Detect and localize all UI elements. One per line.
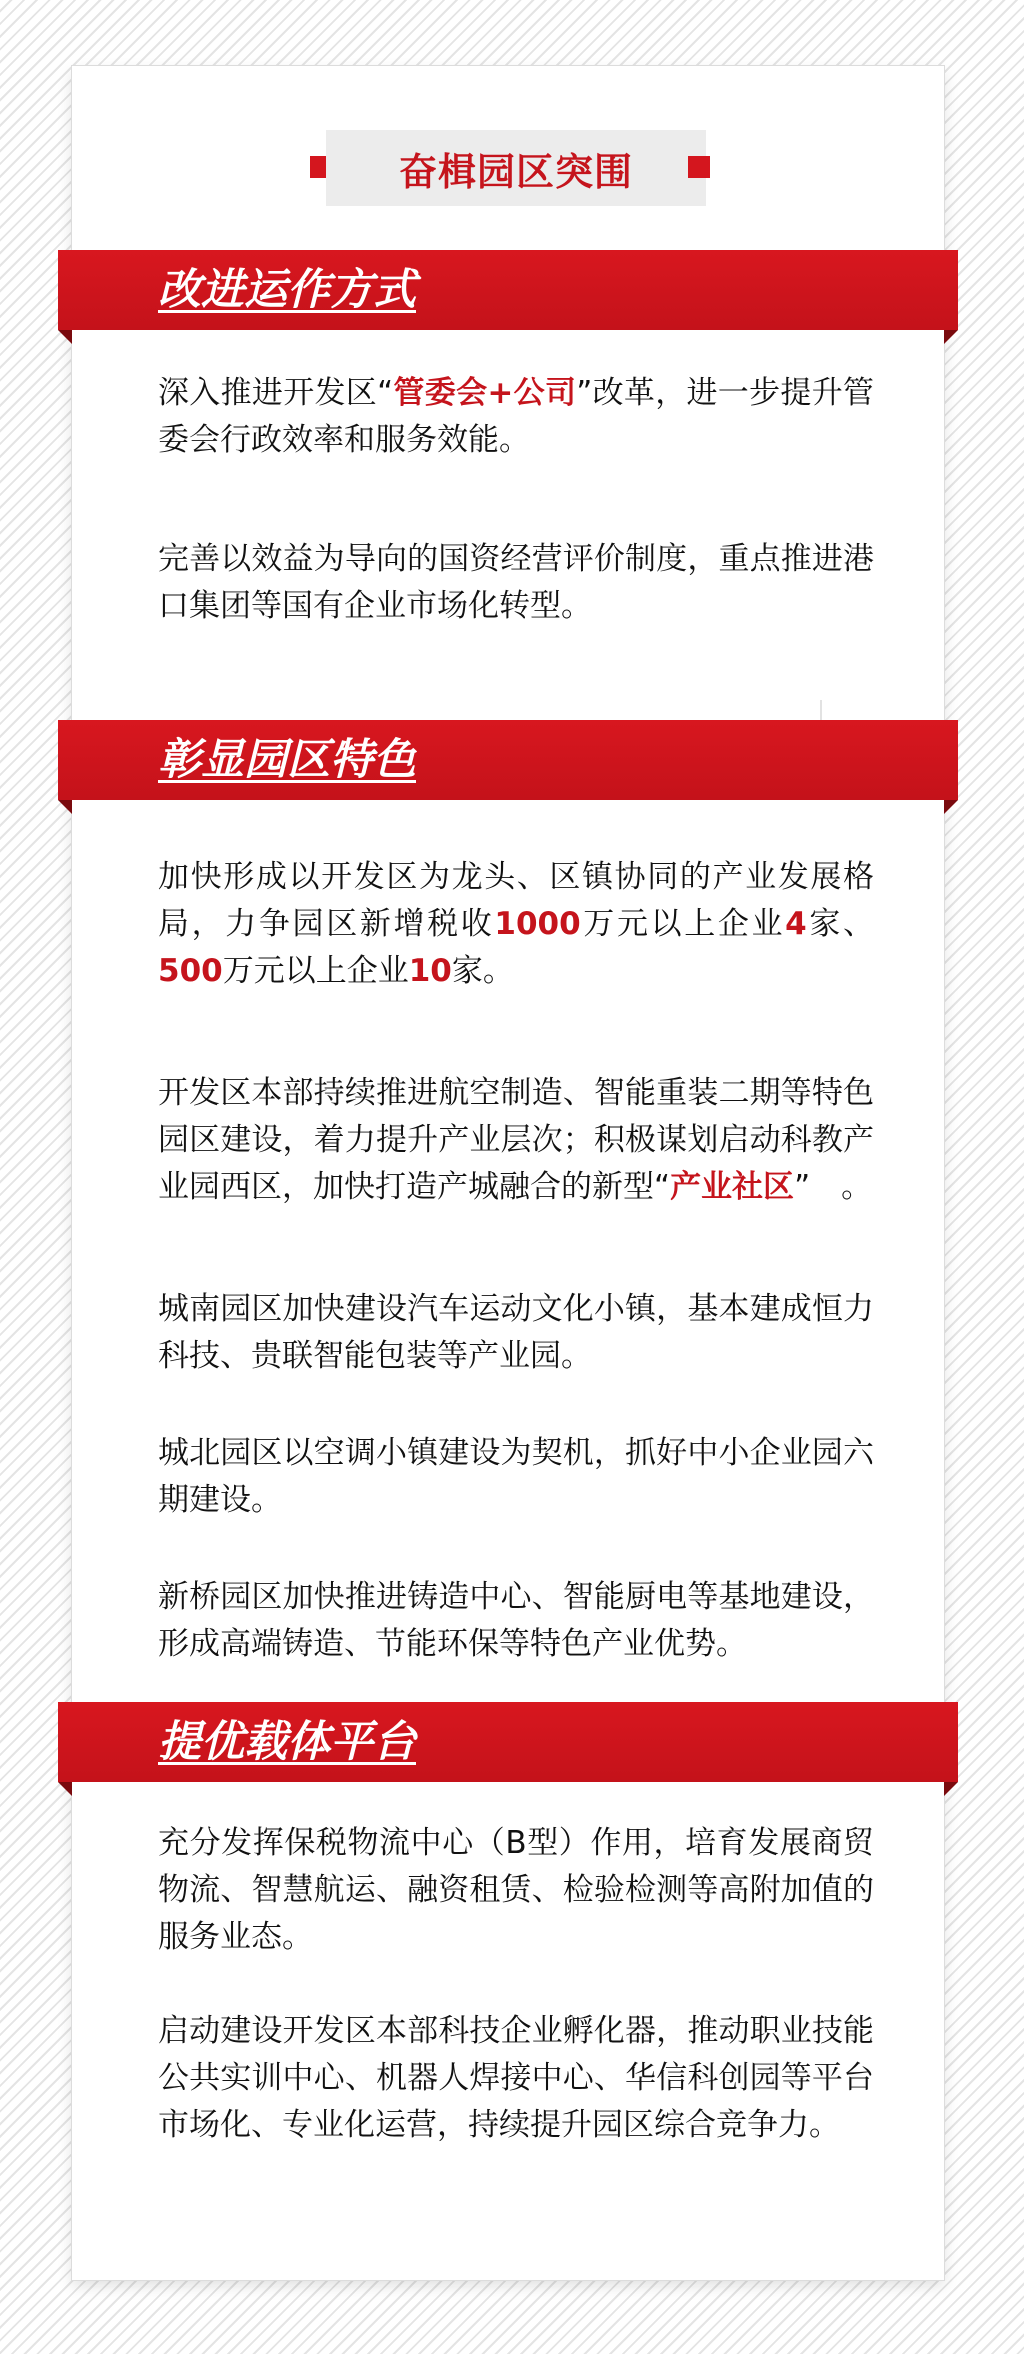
highlight-text: 10: [408, 953, 452, 989]
text-run: 新桥园区加快推进铸造中心、智能厨电等基地建设，形成高端铸造、节能环保等特色产业优势。: [158, 1579, 874, 1662]
highlight-text: 产业社区: [670, 1169, 795, 1205]
text-run: 充分发挥保税物流中心（B型）作用，培育发展商贸物流、智慧航运、融资租赁、检验检测等高附加值的服务业态。: [158, 1825, 874, 1955]
text-run: 家。: [451, 953, 514, 989]
section-banner-2: [58, 720, 958, 800]
highlight-text: 500: [158, 953, 223, 989]
highlight-text: 4: [785, 906, 807, 942]
text-run: ”改革，进一步提升管委会行政效率和服务效能。: [158, 375, 875, 458]
section-heading: 提优载体平台: [158, 1717, 416, 1767]
text-run: 完善以效益为导向的国资经营评价制度，重点推进港口集团等国有企业市场化转型。: [158, 541, 874, 624]
highlight-text: 管委会+公司: [393, 375, 577, 411]
paragraph: [158, 1430, 874, 1524]
highlight-text: 1000: [494, 906, 581, 942]
section-banner-1: [58, 250, 958, 330]
banner-fold-left: [58, 330, 72, 344]
paragraph: [158, 1070, 874, 1211]
title-box: [326, 130, 706, 206]
paragraph: [158, 536, 874, 630]
paragraph: [158, 854, 874, 995]
text-run: 启动建设开发区本部科技企业孵化器，推动职业技能公共实训中心、机器人焊接中心、华信科创园等平台市场化、专业化运营，持续提升园区综合竞争力。: [158, 2013, 874, 2143]
page-title: 奋楫园区突围: [398, 149, 633, 194]
text-run: 城南园区加快建设汽车运动文化小镇，基本建成恒力科技、贵联智能包装等产业园。: [158, 1291, 874, 1374]
text-run: 加快形成以开发区为龙头、区镇协同的产业发展格局，力争园区新增税收: [158, 859, 874, 942]
banner-fold-left: [58, 800, 72, 814]
text-run: 开发区本部持续推进航空制造、智能重装二期等特色园区建设，着力提升产业层次；积极谋划启动科教产业园西区，加快打造产城融合的新型“: [158, 1075, 874, 1205]
banner-fold-right: [944, 800, 958, 814]
section-heading: 改进运作方式: [158, 265, 416, 315]
section-banner-3: [58, 1702, 958, 1782]
title-square-right-icon: [688, 156, 710, 178]
paragraph: [158, 370, 874, 464]
banner-fold-right: [944, 330, 958, 344]
paragraph: [158, 1574, 874, 1668]
text-run: 深入推进开发区“: [158, 375, 394, 411]
text-run: 城北园区以空调小镇建设为契机，抓好中小企业园六期建设。: [158, 1435, 874, 1518]
section-heading: 彰显园区特色: [158, 735, 416, 785]
paragraph: [158, 2008, 874, 2149]
text-run: ” 。: [794, 1169, 873, 1205]
text-run: 万元以上企业: [580, 906, 786, 942]
article-card: [72, 66, 944, 2280]
banner-fold-right: [944, 1782, 958, 1796]
text-run: 万元以上企业: [222, 953, 409, 989]
text-run: 家、: [806, 906, 875, 942]
paragraph: [158, 1286, 874, 1380]
paragraph: [158, 1820, 874, 1961]
banner-fold-left: [58, 1782, 72, 1796]
